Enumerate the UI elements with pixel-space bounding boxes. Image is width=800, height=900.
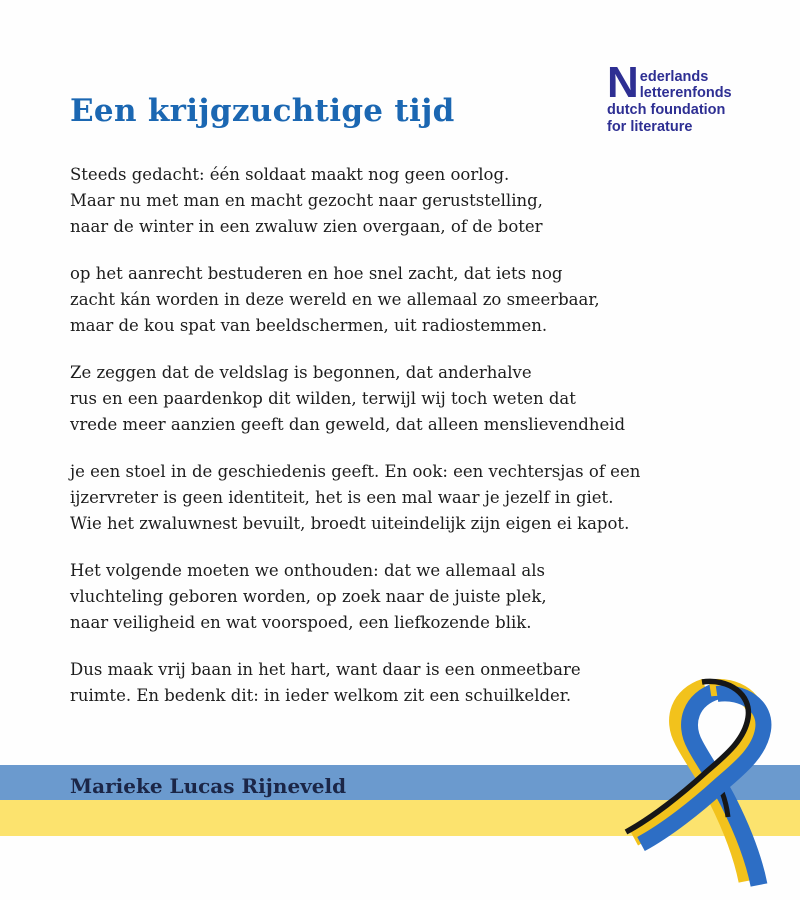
poem-line: vluchteling geboren worden, op zoek naar de juiste plek, [70,587,547,606]
logo-initial-n: N [607,58,638,107]
poem-line: Dus maak vrij baan in het hart, want daar is een onmeetbare [70,660,581,679]
poem-line: Het volgende moeten we onthouden: dat we allemaal als [70,561,545,580]
logo-sub-line2: for literature [607,118,693,135]
poem-line: op het aanrecht bestuderen en hoe snel zacht, dat iets nog [70,264,563,283]
ukraine-ribbon-icon [618,676,800,890]
letterenfonds-logo [607,58,732,135]
poem-line: naar de winter in een zwaluw zien overgaan, of de boter [70,217,543,236]
logo-wordmark-lines [640,66,732,101]
poem-line: maar de kou spat van beeldschermen, uit radiostemmen. [70,316,548,335]
page-title: Een krijgzuchtige tijd [70,92,455,129]
poem-line: zacht kán worden in deze wereld en we allemaal zo smeerbaar, [70,290,600,309]
logo-word-line2: letterenfonds [639,85,732,101]
poem-line: rus en een paardenkop dit wilden, terwijl wij toch weten dat [70,389,576,408]
logo-wordmark [607,58,732,107]
poem-line: Steeds gedacht: één soldaat maakt nog geen oorlog. [70,165,510,184]
logo-sub-line1: dutch foundation [607,102,726,118]
poem-line: Maar nu met man en macht gezocht naar geruststelling, [70,191,543,210]
poem-line: naar veiligheid en wat voorspoed, een liefkozende blik. [70,613,532,632]
poem-line: je een stoel in de geschiedenis geeft. En ook: een vechtersjas of een [70,462,641,481]
author-name: Marieke Lucas Rijneveld [70,774,347,798]
poem-line: ijzervreter is geen identiteit, het is een mal waar je jezelf in giet. [70,488,614,507]
poem-line: ruimte. En bedenk dit: in ieder welkom zit een schuilkelder. [70,686,572,705]
poem-line: vrede meer aanzien geeft dan geweld, dat alleen menslievendheid [70,415,626,434]
poem-line: Ze zeggen dat de veldslag is begonnen, dat anderhalve [70,363,532,382]
poem-body [70,141,770,726]
poem-line: Wie het zwaluwnest bevuilt, broedt uiteindelijk zijn eigen ei kapot. [70,514,630,533]
logo-subtitle [607,102,732,135]
logo-word-line1: ederlands [639,69,709,85]
